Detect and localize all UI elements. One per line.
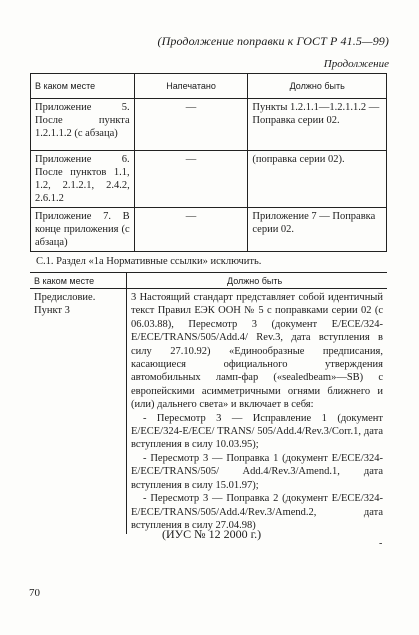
header-place: В каком месте [31, 74, 135, 99]
paragraph: - Пересмотр 3 — Исправление 1 (документ E/ECE/324-E/ECE/ TRANS/ 505/Add.4/Rev.3/Corr.1, дата вступления в силу 10.03.95); [131, 412, 383, 451]
continuation-label: Продолжение [323, 58, 389, 70]
header-printed: Напечатано [134, 74, 248, 99]
continuation-header: (Продолжение поправки к ГОСТ Р 41.5—99) [157, 34, 389, 48]
section-c1: С.1. Раздел «1а Нормативные ссылки» исключить. [36, 256, 262, 267]
header-should-be: Должно быть [248, 74, 387, 99]
table-header-row [31, 74, 387, 99]
cell-printed: — [134, 99, 248, 151]
ius-reference: (ИУС № 12 2000 г.) [162, 527, 262, 541]
table-row [31, 208, 387, 252]
header-should-be: Должно быть [127, 273, 388, 289]
cell-printed: — [134, 151, 248, 208]
cell-should-be: Пункты 1.2.1.1—1.2.1.1.2 — Поправка серии 02. [248, 99, 387, 151]
table-header-row [30, 273, 387, 289]
paragraph: 3 Настоящий стандарт представляет собой идентичный текст Правил ЕЭК ООН № 5 с поправками серии 02 (с 06.03.88), Пересмотр 3 (документ E/ECE/324-E/ECE/TRANS/505/Add.4/ Rev.3, дата вступления в силу 27.10.92) «Единообразные предписания, касающиеся официального утверждения автомобильных ламп-фар («sealedbeam»—SB) с европейскими асимметричными огнями ближнего и (или) дальнего света» и включает в себя: [131, 292, 383, 411]
cell-should-be: Приложение 7 — Поправка серии 02. [248, 208, 387, 252]
corrections-table [30, 73, 387, 252]
paragraph: - Пересмотр 3 — Поправка 2 (документ E/ECE/324-E/ECE/TRANS/505/Add.4/Rev.3/Amend.2, дата вступления в силу 27.04.98) [131, 493, 383, 531]
cell-place: Предисловие. Пункт 3 [30, 289, 127, 535]
header-place: В каком месте [30, 273, 127, 289]
cell-should-be: (поправка серии 02). [248, 151, 387, 208]
cell-printed: — [134, 208, 248, 252]
table-row [30, 289, 387, 535]
cell-should-be [127, 289, 388, 535]
table-row [31, 151, 387, 208]
cell-place: Приложение 5. После пункта 1.2.1.1.2 (с абзаца) [31, 99, 135, 151]
page-number: 70 [29, 587, 40, 599]
cell-place: Приложение 7. В конце приложения (с абзаца) [31, 208, 135, 252]
cell-place: Приложение 6. После пунктов 1.1, 1.2, 2.1.2.1, 2.4.2, 2.6.1.2 [31, 151, 135, 208]
trailing-dash: - [379, 538, 383, 549]
table-row [31, 99, 387, 151]
paragraph: - Пересмотр 3 — Поправка 1 (документ E/ECE/324-E/ECE/TRANS/505/ Add.4/Rev.3/Amend.1, дата вступления в силу 15.01.97); [131, 452, 383, 491]
foreword-table [30, 272, 387, 534]
